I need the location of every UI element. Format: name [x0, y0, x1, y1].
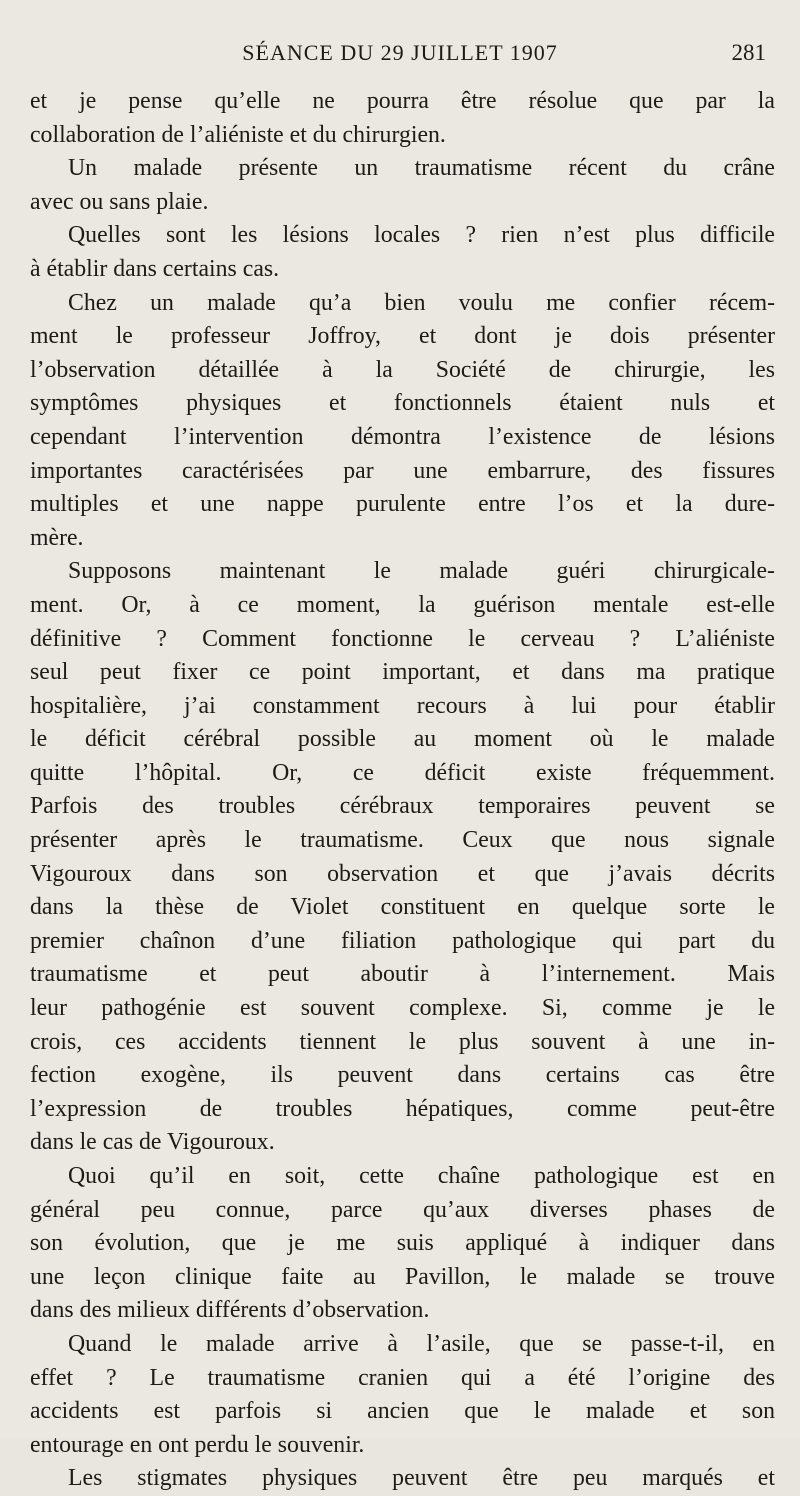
text-line: Parfois des troubles cérébraux temporaires peuvent se: [30, 793, 775, 820]
text-line: dans la thèse de Violet constituent en quelque sorte le: [30, 894, 775, 921]
text-line: l’expression de troubles hépatiques, comme peut-être: [30, 1095, 775, 1122]
text-line: dans des milieux différents d’observation.: [30, 1297, 430, 1324]
text-line: leur pathogénie est souvent complexe. Si, comme je le: [30, 995, 775, 1022]
text-line: avec ou sans plaie.: [30, 188, 209, 215]
text-line: mère.: [30, 524, 84, 551]
text-line: Quelles sont les lésions locales ? rien n’est plus difficile: [68, 222, 775, 249]
text-line: importantes caractérisées par une embarrure, des fissures: [30, 457, 775, 484]
text-line: hospitalière, j’ai constamment recours à lui pour établir: [30, 692, 775, 719]
page-header: [30, 40, 770, 80]
text-line: Les stigmates physiques peuvent être peu marqués et: [68, 1465, 775, 1492]
text-line: symptômes physiques et fonctionnels étaient nuls et: [30, 390, 775, 417]
text-line: Supposons maintenant le malade guéri chirurgicale-: [68, 558, 775, 585]
text-line: effet ? Le traumatisme cranien qui a été l’origine des: [30, 1364, 775, 1391]
text-line: fection exogène, ils peuvent dans certains cas être: [30, 1062, 775, 1089]
text-line: ment. Or, à ce moment, la guérison mentale est-elle: [30, 591, 775, 618]
text-line: présenter après le traumatisme. Ceux que nous signale: [30, 827, 775, 854]
text-line: à établir dans certains cas.: [30, 255, 280, 282]
text-line: premier chaînon d’une filiation pathologique qui part du: [30, 927, 775, 954]
text-line: l’observation détaillée à la Société de chirurgie, les: [30, 356, 775, 383]
text-line: Quand le malade arrive à l’asile, que se passe-t-il, en: [68, 1330, 775, 1357]
text-line: traumatisme et peut aboutir à l’internement. Mais: [30, 961, 775, 988]
text-line: Quoi qu’il en soit, cette chaîne pathologique est en: [68, 1163, 775, 1189]
running-title: SÉANCE DU 29 JUILLET 1907: [242, 40, 558, 65]
text-line: Un malade présente un traumatisme récent du crâne: [68, 155, 775, 182]
text-line: entourage en ont perdu le souvenir.: [30, 1431, 365, 1458]
text-line: dans le cas de Vigouroux.: [30, 1129, 275, 1156]
text-line: le déficit cérébral possible au moment où le malade: [30, 726, 775, 753]
text-line: collaboration de l’aliéniste et du chirurgien.: [30, 121, 446, 148]
text-line: définitive ? Comment fonctionne le cerveau ? L’aliéniste: [30, 625, 775, 652]
text-line: accidents est parfois si ancien que le malade et son: [30, 1398, 775, 1425]
text-line: cependant l’intervention démontra l’existence de lésions: [30, 423, 775, 450]
text-line: son évolution, que je me suis appliqué à indiquer dans: [30, 1230, 775, 1257]
page-number: 281: [731, 40, 766, 65]
text-line: multiples et une nappe purulente entre l’os et la dure-: [30, 491, 775, 518]
text-line: Vigouroux dans son observation et que j’avais décrits: [30, 860, 775, 887]
text-line: crois, ces accidents tiennent le plus souvent à une in-: [30, 1028, 775, 1055]
text-line: ment le professeur Joffroy, et dont je dois présenter: [30, 323, 775, 350]
text-line: quitte l’hôpital. Or, ce déficit existe fréquemment.: [30, 759, 775, 786]
body-text: [30, 85, 775, 1496]
text-line: une leçon clinique faite au Pavillon, le malade se trouve: [30, 1263, 775, 1290]
text-line: Chez un malade qu’a bien voulu me confier récem-: [68, 289, 775, 316]
text-line: seul peut fixer ce point important, et dans ma pratique: [30, 659, 775, 686]
text-line: général peu connue, parce qu’aux diverses phases de: [30, 1196, 775, 1223]
text-line: et je pense qu’elle ne pourra être résolue que par la: [30, 88, 775, 114]
